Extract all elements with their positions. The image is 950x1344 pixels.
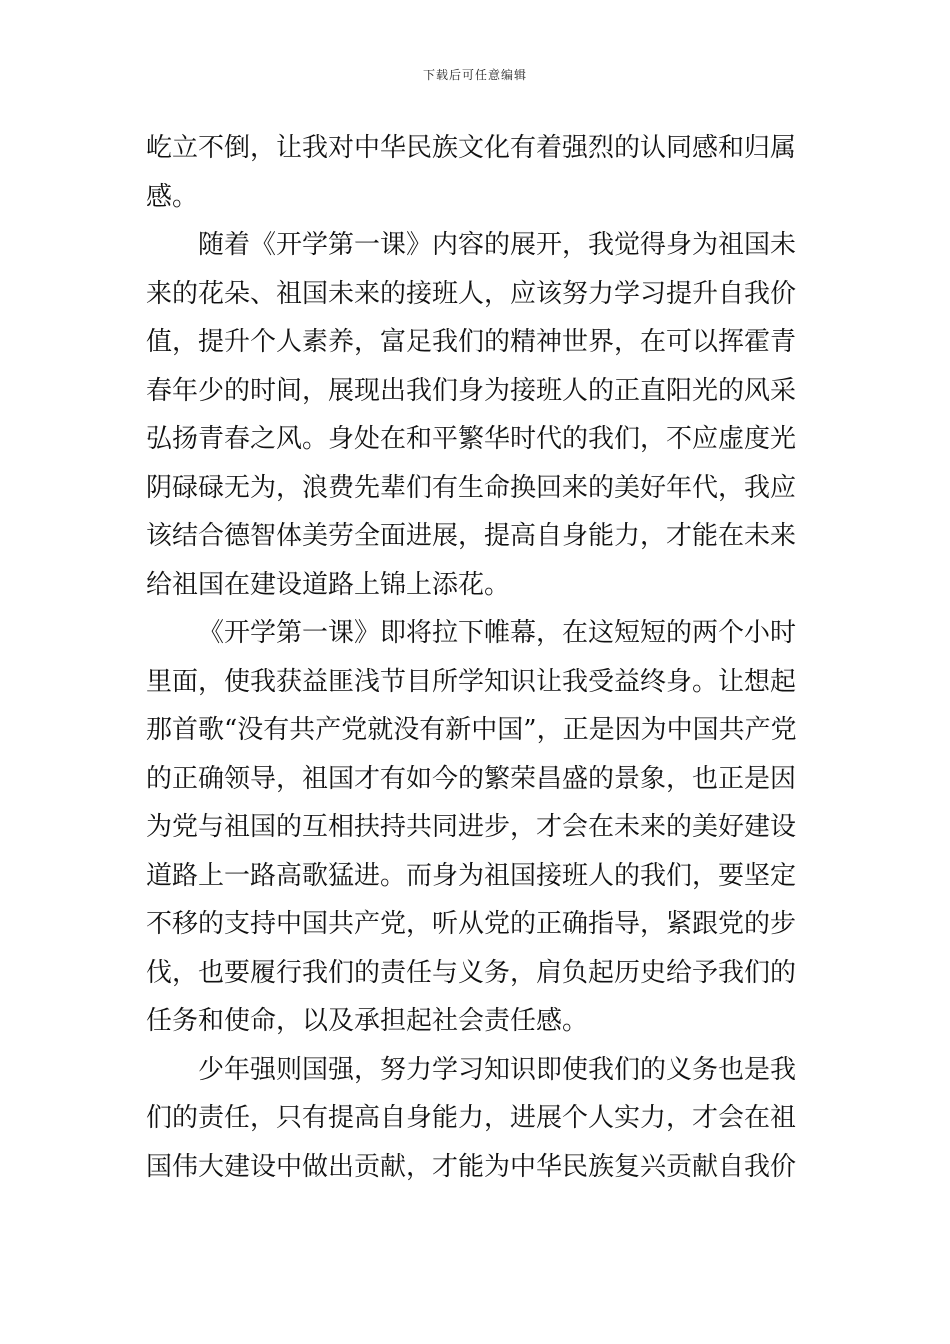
paragraph: 少年强则国强，努力学习知识即使我们的义务也是我们的责任，只有提高自身能力，进展个人实力，才会在祖国伟大建设中做出贡献，才能为中华民族复兴贡献自我价	[146, 1054, 797, 1182]
paragraph: 随着《开学第一课》内容的展开，我觉得身为祖国未来的花朵、祖国未来的接班人，应该努力学习提升自我价值，提升个人素养，富足我们的精神世界，在可以挥霍青春年少的时间，展现出我们身为接班人的正直阳光的风采弘扬青春之风。身处在和平繁华时代的我们，不应虚度光阴碌碌无为，浪费先辈们有生命换回来的美好年代，我应该结合德智体美劳全面进展，提高自身能力，才能在未来给祖国在建设道路上锦上添花。	[146, 230, 797, 600]
document-body	[146, 124, 810, 1191]
paragraph: 《开学第一课》即将拉下帷幕，在这短短的两个小时里面，使我获益匪浅节目所学知识让我受益终身。让想起那首歌“没有共产党就没有新中国”，正是因为中国共产党的正确领导，祖国才有如今的繁荣昌盛的景象，也正是因为党与祖国的互相扶持共同进步，才会在未来的美好建设道路上一路高歌猛进。而身为祖国接班人的我们，要坚定不移的支持中国共产党，听从党的正确指导，紧跟党的步伐，也要履行我们的责任与义务，肩负起历史给予我们的任务和使命，以及承担起社会责任感。	[146, 618, 797, 1036]
page-header: 下载后可任意编辑	[422, 68, 527, 82]
paragraph-continued: 屹立不倒，让我对中华民族文化有着强烈的认同感和归属感。	[146, 133, 797, 212]
